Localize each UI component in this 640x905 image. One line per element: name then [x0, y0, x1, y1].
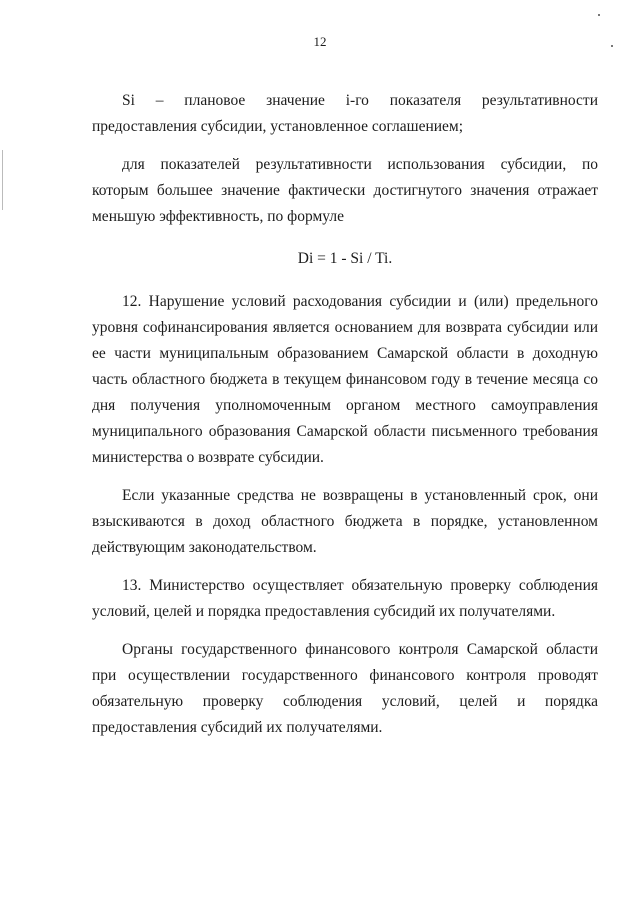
scan-speck — [611, 45, 613, 47]
paragraph-12: 12. Нарушение условий расходования субсидии и (или) предельного уровня софинансирования является основанием для возврата субсидии или ее части муниципальным образованием Самарской области в доходную часть областного бюджета в текущем финансовом году в течение месяца со дня получения уполномоченным органом местного самоуправления муниципального образования Самарской области письменного требования министерства о возврате субсидии. — [92, 293, 598, 466]
scan-edge-line — [2, 150, 3, 210]
page-number: 12 — [313, 34, 327, 49]
document-body — [92, 88, 598, 741]
scan-speck — [598, 14, 600, 16]
paragraph-formula-intro: для показателей результативности использования субсидии, по которым большее значение фактически достигнутого значения отражает меньшую эффективность, по формуле — [92, 156, 598, 225]
paragraph-si-definition: Si – плановое значение i-го показателя результативности предоставления субсидии, установленное соглашением; — [92, 92, 598, 135]
paragraph-13: 13. Министерство осуществляет обязательную проверку соблюдения условий, целей и порядка предоставления субсидий их получателями. — [92, 577, 598, 620]
paragraph-13-control: Органы государственного финансового контроля Самарской области при осуществлении государственного финансового контроля проводят обязательную проверку соблюдения условий, целей и порядка предоставления субсидий их получателями. — [92, 641, 598, 736]
paragraph-12-return: Если указанные средства не возвращены в установленный срок, они взыскиваются в доход областного бюджета в порядке, установленном действующим законодательством. — [92, 487, 598, 556]
formula: Di = 1 - Si / Ti. — [297, 250, 393, 267]
